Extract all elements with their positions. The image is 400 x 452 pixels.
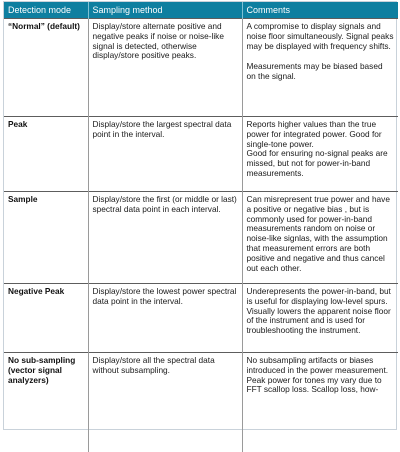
- table-row: [4, 353, 398, 452]
- row-mode: “Normal” (default): [4, 19, 88, 117]
- row-method: Display/store the first (or middle or last) spectral data point in each interval.: [88, 192, 242, 284]
- table-header-row: [4, 2, 398, 19]
- table-row: [4, 284, 398, 353]
- comment-paragraph: Good for ensuring no-signal peaks are missed, but not for power-in-band measurements.: [247, 149, 395, 178]
- row-comments: [242, 353, 398, 452]
- row-method: Display/store the lowest power spectral data point in the interval.: [88, 284, 242, 353]
- row-method: Display/store alternate positive and negative peaks if noise or noise-like signal is detected, otherwise display/store positive peaks.: [88, 19, 242, 117]
- row-mode: Peak: [4, 117, 88, 192]
- table-row: [4, 117, 398, 192]
- table-row: [4, 192, 398, 284]
- comment-paragraph: A compromise to display signals and noise floor simultaneously. Signal peaks may be displayed with frequency shifts.: [247, 22, 395, 51]
- detection-mode-table-frame: [3, 1, 397, 430]
- comment-paragraph: Measurements may be biased based on the signal.: [247, 62, 395, 82]
- row-method: Display/store the largest spectral data point in the interval.: [88, 117, 242, 192]
- row-comments: [242, 192, 398, 284]
- comment-paragraph: Reports higher values than the true power for integrated power. Good for single-tone power.: [247, 120, 395, 149]
- row-mode: Negative Peak: [4, 284, 88, 353]
- table-row: [4, 19, 398, 117]
- row-method: Display/store all the spectral data without subsampling.: [88, 353, 242, 452]
- row-mode: No sub-sampling (vector signal analyzers): [4, 353, 88, 452]
- header-sampling-method: Sampling method: [88, 2, 242, 19]
- header-detection-mode: Detection mode: [4, 2, 88, 19]
- row-comments: [242, 117, 398, 192]
- row-mode: Sample: [4, 192, 88, 284]
- detection-mode-table: [4, 2, 398, 452]
- comment-paragraph: Peak power for tones my vary due to FFT scallop loss. Scallop loss, how-: [247, 376, 395, 396]
- row-comments: [242, 284, 398, 353]
- comment-paragraph: Can misrepresent true power and have a positive or negative bias , but is commonly used for power-in-band measurements random on noise or noise-like signlas, with the assumption that measurement errors are both positive and negative and thus cancel out each other.: [247, 195, 395, 273]
- comment-paragraph: Underepresents the power-in-band, but is useful for displaying low-level spurs. Visually lowers the apparent noise floor of the instrument and is used for troubleshooting the instrument.: [247, 287, 395, 336]
- header-comments: Comments: [242, 2, 398, 19]
- comment-paragraph: No subsampling artifacts or biases introduced in the power measurement.: [247, 356, 395, 376]
- row-comments: [242, 19, 398, 117]
